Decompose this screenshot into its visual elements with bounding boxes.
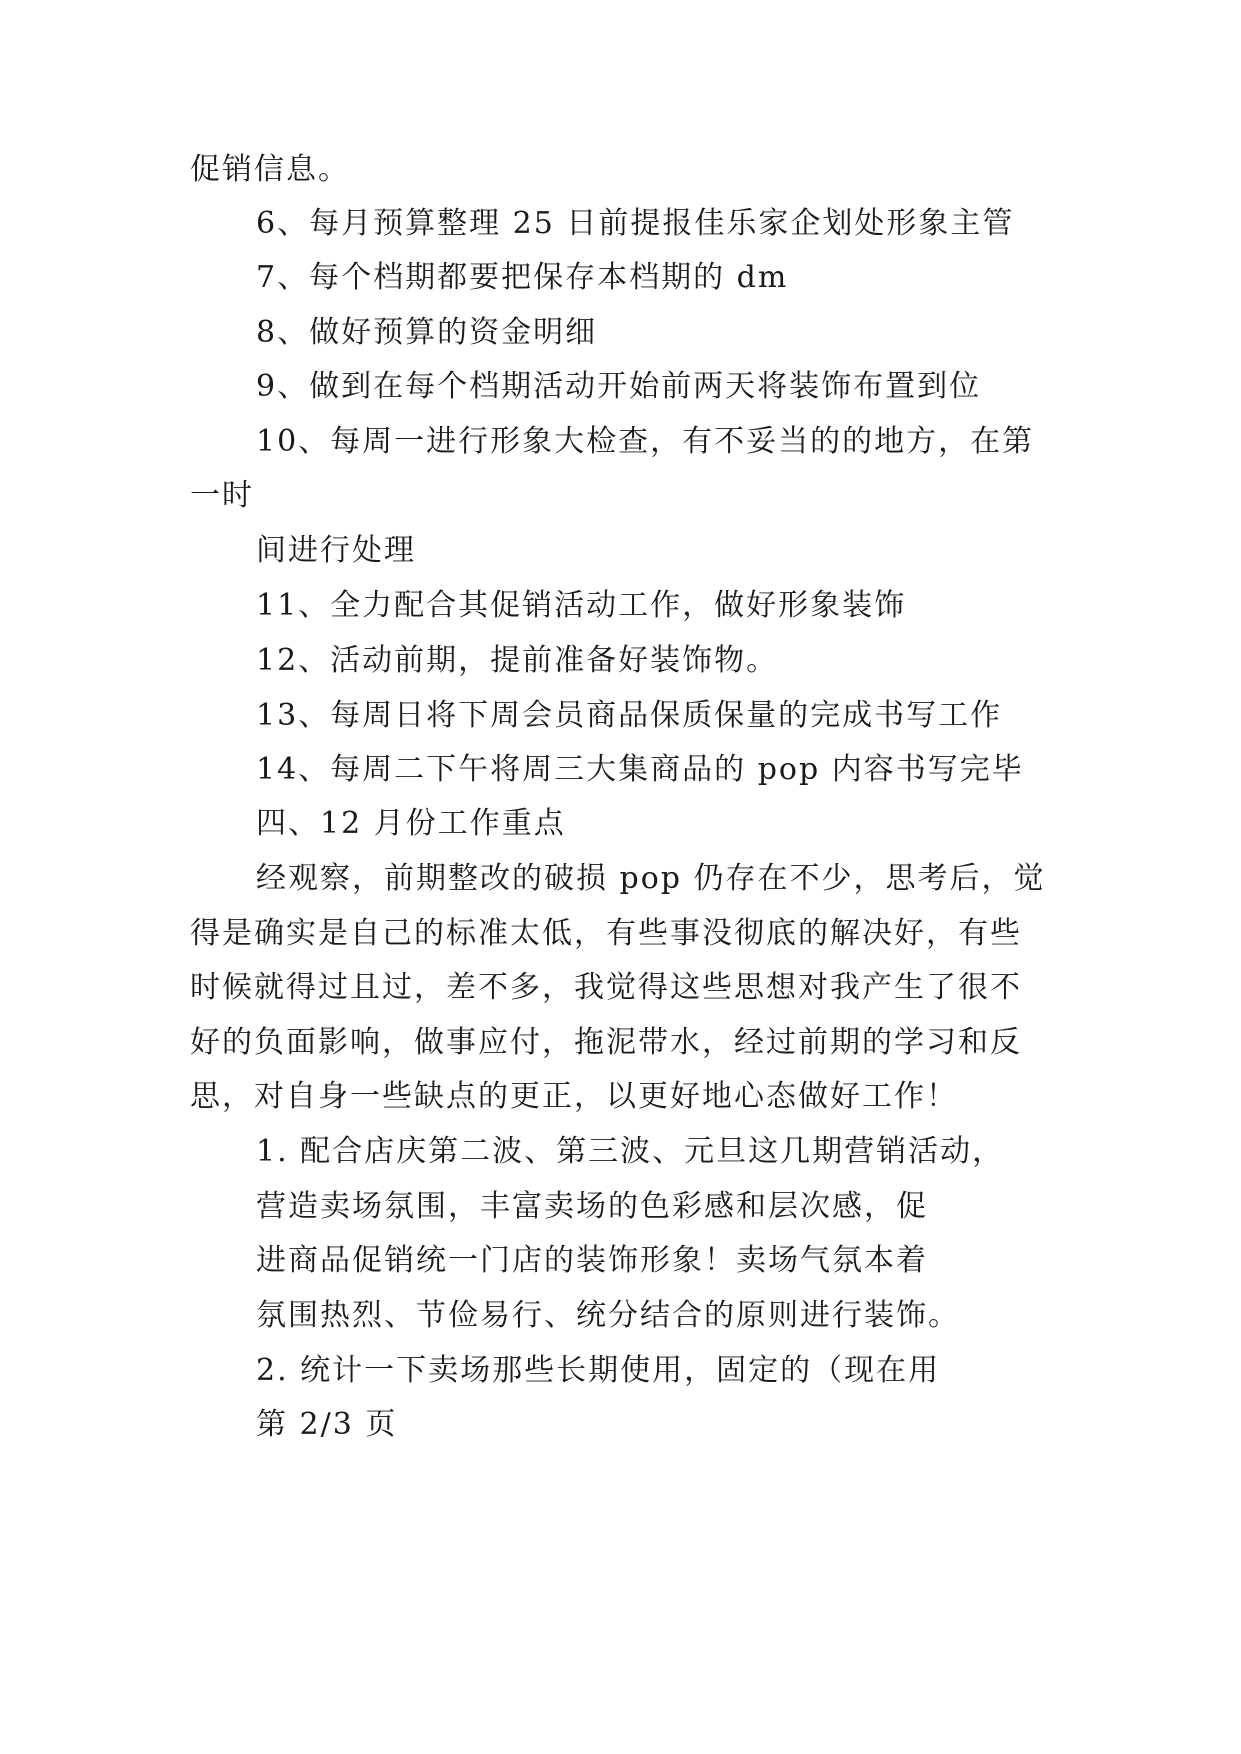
text-line: 氛围热烈、节俭易行、统分结合的原则进行装饰。 (256, 1298, 960, 1333)
text-line: 10、每周一进行形象大检查，有不妥当的的地方，在第 (256, 424, 1035, 459)
text-line: 13、每周日将下周会员商品保质保量的完成书写工作 (256, 698, 1003, 733)
text-line: 营造卖场氛围，丰富卖场的色彩感和层次感，促 (256, 1189, 928, 1224)
text-line: 得是确实是自己的标准太低，有些事没彻底的解决好，有些 (190, 916, 1022, 951)
text-line: 思，对自身一些缺点的更正，以更好地心态做好工作！ (190, 1079, 958, 1114)
text-line: 促销信息。 (190, 152, 350, 187)
text-line: 14、每周二下午将周三大集商品的 pop 内容书写完毕 (256, 752, 1024, 787)
text-line: 好的负面影响，做事应付，拖泥带水，经过前期的学习和反 (190, 1025, 1022, 1060)
text-line: 6、每月预算整理 25 日前提报佳乐家企划处形象主管 (256, 206, 1015, 241)
text-line: 1. 配合店庆第二波、第三波、元旦这几期营销活动， (256, 1134, 1005, 1169)
text-line: 时候就得过且过，差不多，我觉得这些思想对我产生了很不 (190, 970, 1022, 1005)
text-line: 9、做到在每个档期活动开始前两天将装饰布置到位 (256, 369, 982, 404)
text-line: 经观察，前期整改的破损 pop 仍存在不少，思考后，觉 (256, 861, 1046, 896)
text-line: 8、做好预算的资金明细 (256, 315, 598, 350)
text-line: 一时 (190, 478, 254, 513)
text-line: 四、12 月份工作重点 (256, 806, 566, 841)
text-line: 7、每个档期都要把保存本档期的 dm (256, 260, 789, 295)
text-line: 进商品促销统一门店的装饰形象！卖场气氛本着 (256, 1243, 928, 1278)
page-footer: 第 2/3 页 (256, 1407, 398, 1442)
text-line: 间进行处理 (256, 533, 416, 568)
text-line: 12、活动前期，提前准备好装饰物。 (256, 643, 779, 678)
text-line: 2. 统计一下卖场那些长期使用，固定的（现在用 (256, 1353, 941, 1388)
text-line: 11、全力配合其促销活动工作，做好形象装饰 (256, 588, 907, 623)
